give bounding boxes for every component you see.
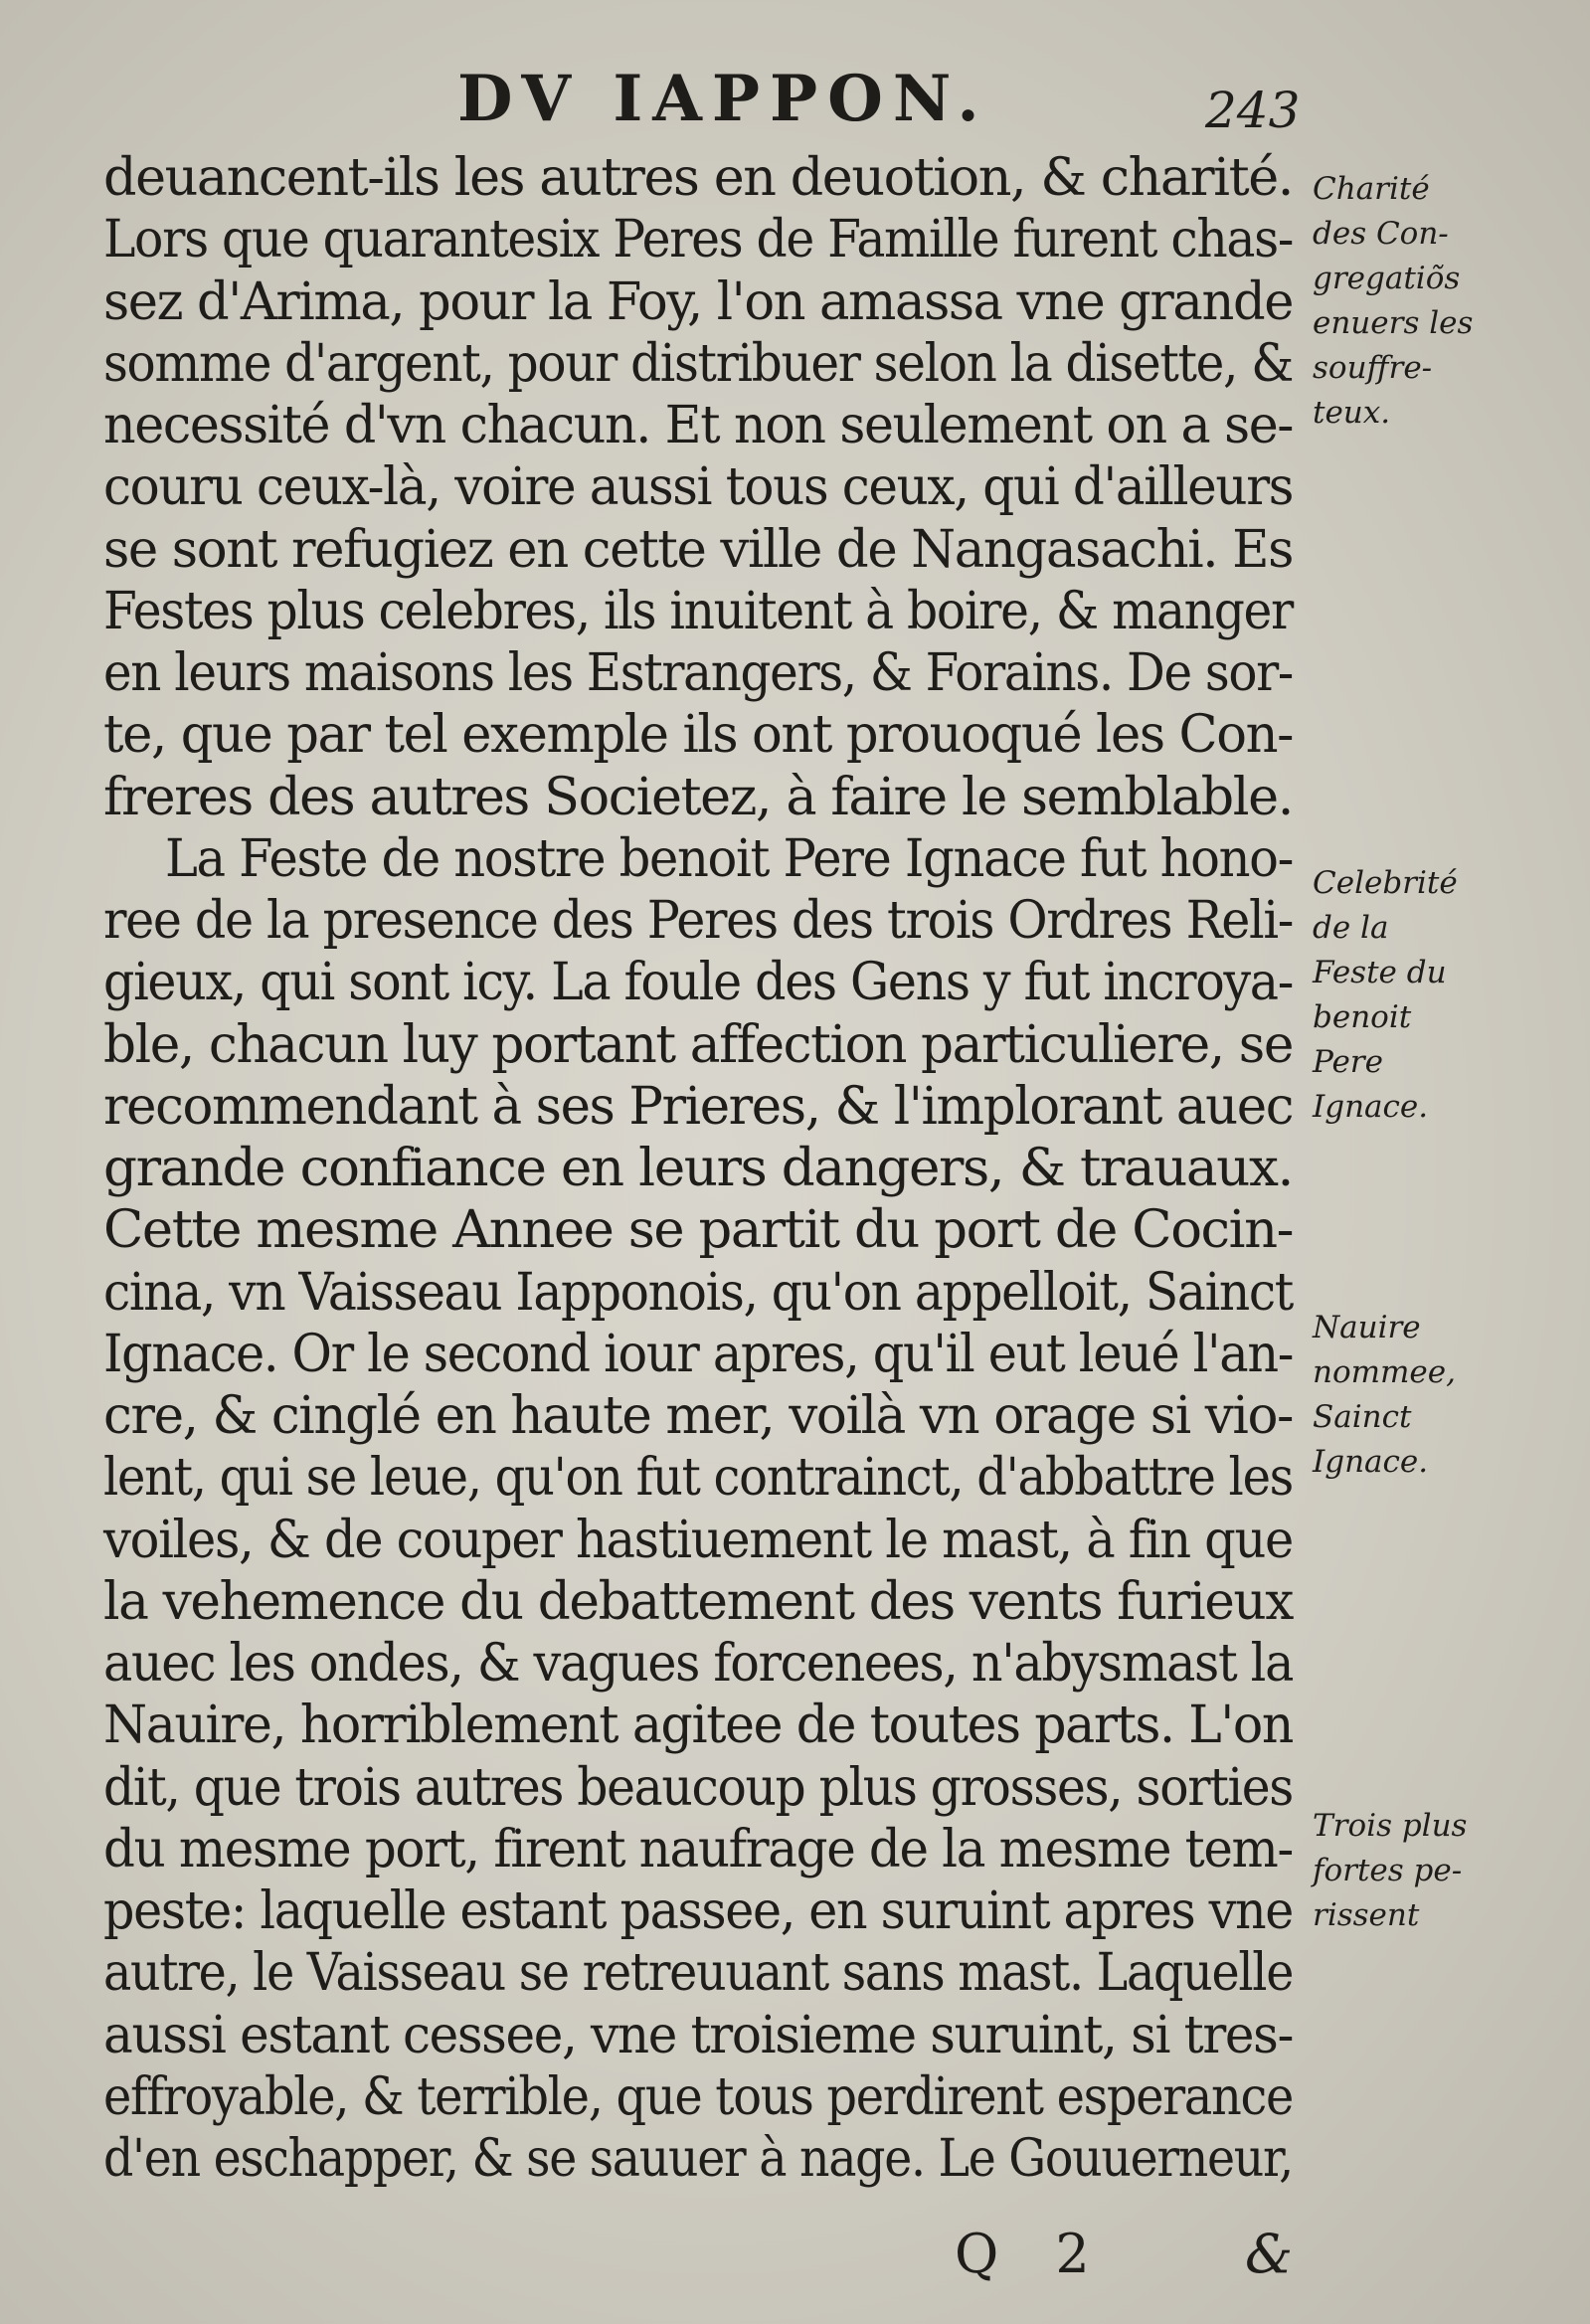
text-line-33: d'en eschapper, & se sauuer à nage. Le Gouuerneur, [103,2129,1293,2189]
running-head: DV IAPPON. [457,62,989,136]
page-number: 243 [1205,82,1301,139]
margin-note-ship [1313,1306,1551,1485]
margin-note-charity [1313,167,1551,436]
signature-mark: Q 2 [955,2223,1110,2285]
text-line-26: Nauire, horriblement agitee de toutes parts. L'on [103,1696,1294,1756]
text-line-7: se sont refugiez en cette ville de Nangasachi. Es [103,519,1294,580]
text-line-28: du mesme port, firent naufrage de la mesme tem- [103,1819,1293,1879]
text-line-22: lent, qui se leue, qu'on fut contrainct, d'abbattre les [103,1448,1293,1509]
margin-note-three-perish [1313,1804,1551,1938]
margin-note-line: enuers les [1313,305,1474,341]
text-line-14: gieux, qui sont icy. La foule des Gens y fut incroya- [103,953,1293,1013]
text-line-21: cre, & cinglé en haute mer, voilà vn orage si vio- [103,1386,1294,1446]
margin-note-line: des Con- [1313,216,1449,252]
text-line-29: peste: laquelle estant passee, en suruint apres vne [103,1881,1294,1941]
text-line-15: ble, chacun luy portant affection particuliere, se [103,1014,1294,1075]
text-line-9: en leurs maisons les Estrangers, & Forains. De sor- [103,643,1293,703]
text-line-17: grande confiance en leurs dangers, & trauaux. [103,1139,1293,1198]
margin-note-line: Pere [1313,1044,1383,1080]
margin-note-line: benoit [1313,999,1412,1035]
margin-note-line: Ignace. [1313,1089,1429,1125]
text-line-2: Lors que quarantesix Peres de Famille furent chas- [103,210,1294,270]
margin-note-line: Ignace. [1313,1444,1429,1480]
text-line-16: recommendant à ses Prieres, & l'implorant auec [103,1076,1294,1137]
text-line-19: cina, vn Vaisseau Iapponois, qu'on appelloit, Sainct [103,1262,1294,1323]
text-line-6: couru ceux-là, voire aussi tous ceux, qui d'ailleurs [103,457,1294,518]
margin-note-line: fortes pe- [1313,1853,1463,1888]
text-line-30: autre, le Vaisseau se retreuuant sans mast. Laquelle [103,1943,1294,2004]
text-line-25: auec les ondes, & vagues forcenees, n'abysmast la [103,1634,1294,1694]
text-line-5: necessité d'vn chacun. Et non seulement on a se- [103,396,1294,455]
text-line-4: somme d'argent, pour distribuer selon la disette, & [103,333,1294,394]
margin-note-celebration [1313,861,1551,1130]
body-text [103,147,1297,2190]
text-line-23: voiles, & de couper hastiuement le mast, à fin que [103,1510,1293,1570]
margin-note-line: Feste du [1313,955,1447,990]
text-line-32: effroyable, & terrible, que tous perdirent esperance [103,2066,1294,2127]
text-line-11: freres des autres Societez, à faire le semblable. [103,767,1293,827]
catchword: & [1245,2223,1294,2285]
text-line-31: aussi estant cessee, vne troisieme suruint, si tres- [103,2005,1294,2065]
margin-note-line: Sainct [1313,1399,1412,1435]
text-line-20: Ignace. Or le second iour apres, qu'il eut leué l'an- [103,1324,1294,1384]
text-line-3: sez d'Arima, pour la Foy, l'on amassa vne grande [103,271,1294,332]
text-line-13: ree de la presence des Peres des trois Ordres Reli- [103,891,1294,951]
text-line-8: Festes plus celebres, ils inuitent à boire, & manger [103,581,1294,641]
text-line-10: te, que par tel exemple ils ont prouoqué les Con- [103,705,1293,766]
text-line-1: deuancent-ils les autres en deuotion, & charité. [103,148,1293,208]
margin-note-line: Celebrité [1313,865,1458,901]
margin-note-line: Charité [1313,171,1430,207]
margin-note-line: Nauire [1313,1310,1421,1345]
margin-note-line: de la [1313,910,1389,946]
text-line-12: La Feste de nostre benoit Pere Ignace fut hono- [165,828,1294,889]
margin-note-line: gregatiõs [1313,261,1461,296]
text-line-27: dit, que trois autres beaucoup plus grosses, sorties [103,1757,1293,1818]
text-line-24: la vehemence du debattement des vents furieux [103,1571,1294,1632]
page-footer [0,2223,1590,2285]
margin-note-line: souffre- [1313,350,1433,386]
margin-note-line: Trois plus [1313,1808,1468,1844]
margin-note-line: teux. [1313,395,1391,431]
margin-note-line: rissent [1313,1897,1420,1933]
margin-note-line: nommee, [1313,1354,1456,1390]
text-line-18: Cette mesme Annee se partit du port de Cocin- [103,1200,1294,1261]
